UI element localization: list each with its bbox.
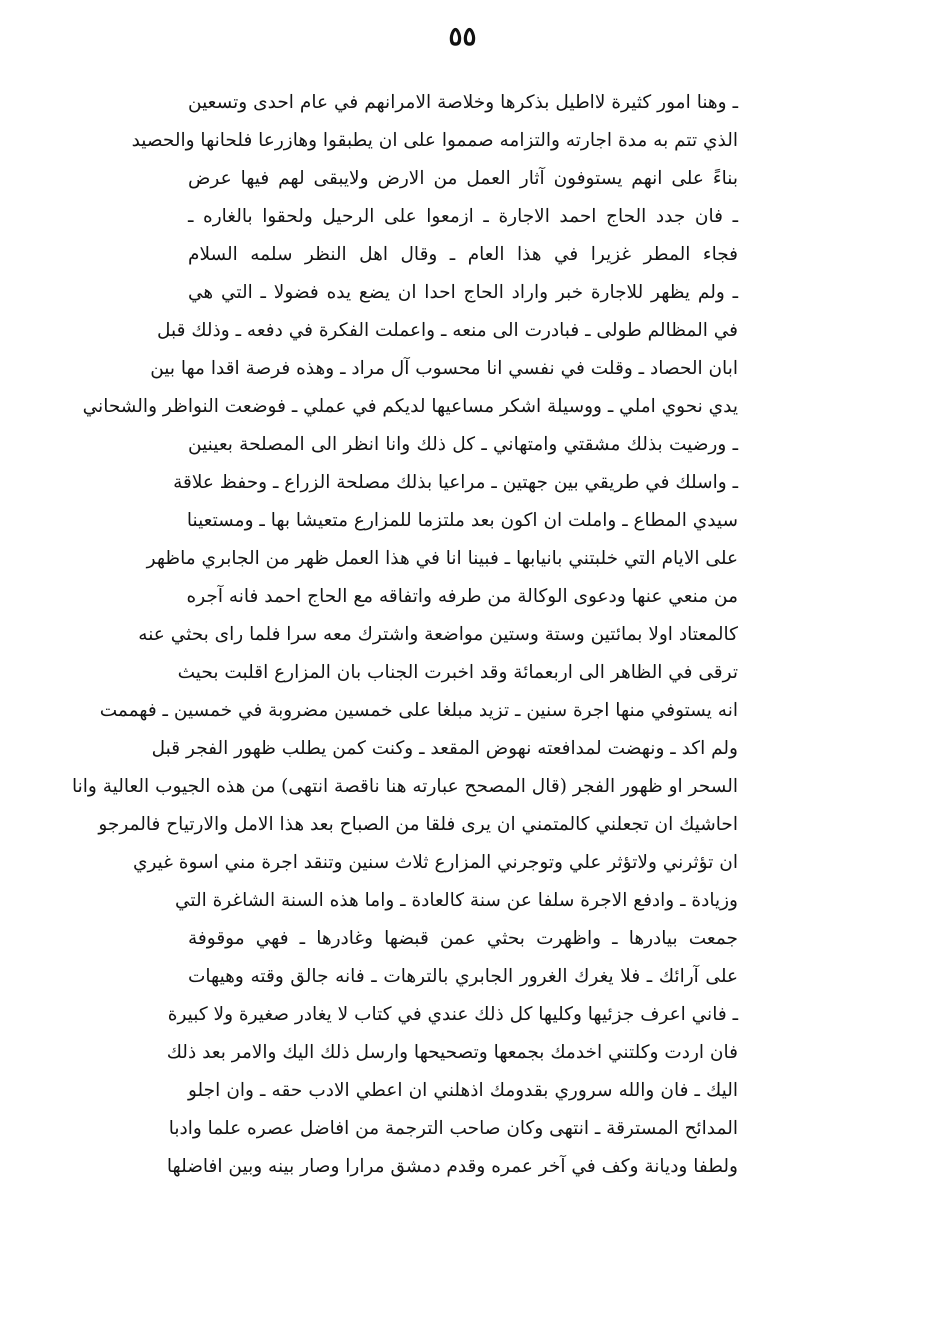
text-line: ترقى في الظاهر الى اربعمائة وقد اخبرت الجناب بان المزارع اقلبت بحيث <box>177 662 738 683</box>
text-line: ـ ورضيت بذلك مشقتي وامتهاني ـ كل ذلك وانا انظر الى المصلحة بعينين <box>188 434 738 455</box>
text-line: كالمعتاد اولا بمائتين وستة وستين مواضعة واشترك معه سرا فلما راى بحثي عنه <box>138 624 738 645</box>
text-line: ولم اكد ـ ونهضت لمدافعته نهوض المقعد ـ وكنت كمن يطلب ظهور الفجر قبل <box>151 738 738 759</box>
text-line: سيدي المطاع ـ واملت ان اكون بعد ملتزما للمزارع متعيشا بها ـ ومستعينا <box>186 510 738 531</box>
text-line: انه يستوفي منها اجرة سنين ـ تزيد مبلغا على خمسين مضروبة في خمسين ـ فهممت <box>99 700 738 721</box>
text-line: ـ فان جدد الحاج احمد الاجارة ـ ازمعوا على الرحيل ولحقوا بالغاره ـ <box>188 206 738 227</box>
text-line: احاشيك ان تجعلني كالمتمني ان يرى فلقا من الصباح بعد هذا الامل والارتياح فالمرجو <box>98 814 738 835</box>
text-line: جمعت بيادرها ـ واظهرت بحثي عمن قبضها وغادرها ـ فهي موقوفة <box>188 928 738 949</box>
page-number: ٥٥ <box>448 22 477 52</box>
text-line: يدي نحوي املي ـ ووسيلة اشكر مساعيها لديكم في عملي ـ فوضعت النواظر والشحاني <box>82 396 738 417</box>
text-line: اليك ـ فان والله سروري بقدومك اذهلني ان اعطي الادب حقه ـ وان اجلو <box>188 1080 738 1101</box>
text-line: ولطفا وديانة وكف في آخر عمره وقدم دمشق مرارا وصار بينه وبين افاضلها <box>166 1156 738 1177</box>
text-line: السحر او ظهور الفجر (قال المصحح عبارته هنا ناقصة انتهى) من هذه الجيوب العالية وانا <box>71 776 738 797</box>
text-line: على آرائك ـ فلا يغرك الغرور الجابري بالترهات ـ فانه جالق وقته وهيهات <box>188 966 738 987</box>
body-text <box>71 84 738 1186</box>
text-line: ـ ولم يظهر للاجارة خبر واراد الحاج احدا ان يضع يده فضولا ـ التي هي <box>188 282 738 303</box>
text-line: ان تؤثرني ولاتؤثر علي وتوجرني المزارع ثلاث سنين وتنقد اجرة مني اسوة غيري <box>132 852 738 873</box>
text-line: بناءً على انهم يستوفون آثار العمل من الارض ولايبقى لهم فيها عرض <box>188 168 738 189</box>
text-line: وزيادة ـ وادفع الاجرة سلفا عن سنة كالعادة ـ واما هذه السنة الشاغرة التي <box>174 890 738 911</box>
text-line: فان اردت وكلتني اخدمك بجمعها وتصحيحها وارسل ذلك اليك والامر بعد ذلك <box>166 1042 738 1063</box>
text-line: على الايام التي خلبتني بانيابها ـ فبينا انا في هذا العمل ظهر من الجابري ماظهر <box>146 548 738 569</box>
text-line: في المظالم طولى ـ فبادرت الى منعه ـ واعملت الفكرة في دفعه ـ وذلك قبل <box>157 320 738 341</box>
text-line: الذي تتم به مدة اجارته والتزامه صمموا على ان يطبقوا وهازرعا فلحانها والحصيد <box>131 130 738 151</box>
text-line: ـ وهنا امور كثيرة لااطيل بذكرها وخلاصة الامرانهم في عام احدى وتسعين <box>188 92 738 113</box>
text-line: من منعي عنها ودعوى الوكالة من طرفه واتفاقه مع الحاج احمد فانه آجره <box>186 586 738 607</box>
text-line: ابان الحصاد ـ وقلت في نفسي انا محسوب آل مراد ـ وهذه فرصة اقدا مها بين <box>150 358 738 379</box>
text-line: فجاء المطر غزيرا في هذا العام ـ وقال اهل النظر سلمه السلام <box>188 244 738 265</box>
text-line: ـ واسلك في طريقي بين جهتين ـ مراعيا بذلك مصلحة الزراع ـ وحفظ علاقة <box>173 472 738 493</box>
text-line: ـ فاني اعرف جزئيها وكليها كل ذلك عندي في كتاب لا يغادر صغيرة ولا كبيرة <box>167 1004 738 1025</box>
text-line: المدائح المسترقة ـ انتهى وكان صاحب الترجمة من افاضل عصره علما وادبا <box>168 1118 738 1139</box>
